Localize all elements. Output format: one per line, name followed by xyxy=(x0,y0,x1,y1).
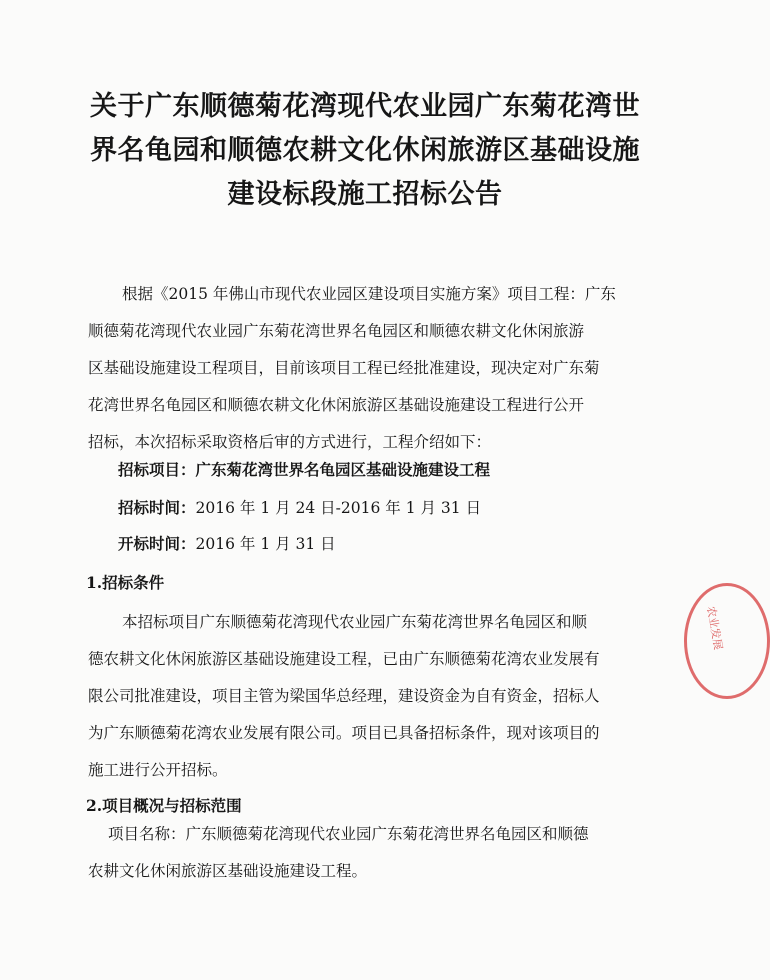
paragraph-line: 施工进行公开招标。 xyxy=(88,761,228,779)
item-value: 2016 年 1 月 31 日 xyxy=(195,535,336,553)
item-value: 广东菊花湾世界名龟园区基础设施建设工程 xyxy=(195,460,491,479)
section1-paragraph xyxy=(88,604,636,789)
seal-text: 农业发展 xyxy=(704,605,725,651)
paragraph-line: 为广东顺德菊花湾农业发展有限公司。项目已具备招标条件，现对该项目的 xyxy=(88,724,600,742)
tender-time-item xyxy=(118,496,481,518)
paragraph-line: 德农耕文化休闲旅游区基础设施建设工程，已由广东顺德菊花湾农业发展有 xyxy=(88,650,600,668)
paragraph-line: 招标，本次招标采取资格后审的方式进行，工程介绍如下： xyxy=(88,433,492,451)
intro-paragraph xyxy=(88,276,636,461)
section2-paragraph xyxy=(88,816,636,890)
tender-project-item xyxy=(118,458,490,480)
section-heading: 1.招标条件 xyxy=(86,573,165,592)
item-value: 2016 年 1 月 24 日-2016 年 1 月 31 日 xyxy=(195,499,482,517)
paragraph-line: 顺德菊花湾现代农业园广东菊花湾世界名龟园区和顺德农耕文化休闲旅游 xyxy=(88,322,585,340)
paragraph-line: 本招标项目广东顺德菊花湾现代农业园广东菊花湾世界名龟园区和顺 xyxy=(122,613,588,631)
title-line: 建设标段施工招标公告 xyxy=(227,179,503,210)
bid-opening-item xyxy=(118,532,336,554)
paragraph-line: 根据《2015 年佛山市现代农业园区建设项目实施方案》项目工程：广东 xyxy=(122,285,616,303)
title-line: 界名龟园和顺德农耕文化休闲旅游区基础设施 xyxy=(90,135,640,166)
notice-title xyxy=(60,85,670,217)
company-seal-stamp xyxy=(684,583,770,699)
paragraph-line: 项目名称：广东顺德菊花湾现代农业园广东菊花湾世界名龟园区和顺德 xyxy=(108,825,589,843)
paragraph-line: 限公司批准建设，项目主管为梁国华总经理，建设资金为自有资金，招标人 xyxy=(88,687,600,705)
paragraph-line: 区基础设施建设工程项目，目前该项目工程已经批准建设，现决定对广东菊 xyxy=(88,359,600,377)
item-label: 招标时间： xyxy=(118,498,196,517)
section-heading: 2.项目概况与招标范围 xyxy=(86,796,242,815)
item-label: 招标项目： xyxy=(118,460,196,479)
paragraph-line: 农耕文化休闲旅游区基础设施建设工程。 xyxy=(88,862,368,880)
item-label: 开标时间： xyxy=(118,534,196,553)
title-line: 关于广东顺德菊花湾现代农业园广东菊花湾世 xyxy=(90,91,640,122)
paragraph-line: 花湾世界名龟园区和顺德农耕文化休闲旅游区基础设施建设工程进行公开 xyxy=(88,396,585,414)
